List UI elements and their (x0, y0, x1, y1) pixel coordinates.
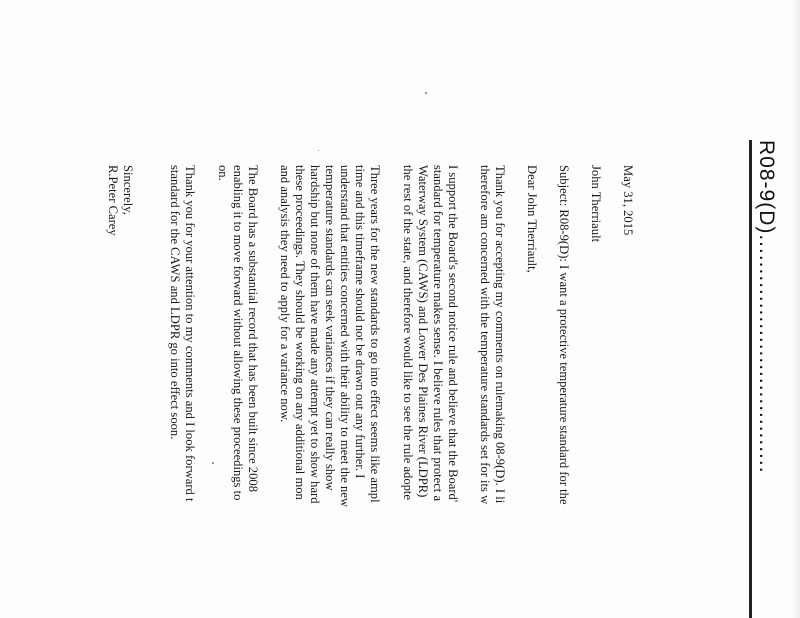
paragraph-1-line: therefore am concerned with the temperature standards set for its w (478, 165, 492, 505)
paragraph-2-line: I support the Board's second notice rule and believe that the Board' (446, 165, 460, 503)
salutation: Dear John Therriault, (525, 165, 539, 273)
scan-speck (212, 462, 214, 464)
paragraph-5-line: Thank you for your attention to my comments and I look forward t (183, 165, 197, 502)
paragraph-3-line: understand that entities concerned with their ability to meet the new (338, 165, 352, 508)
scan-speck (425, 92, 427, 94)
paragraph-5-line: standard for the CAWS and LDPR go into effect soon. (168, 165, 182, 440)
paragraph-4-line: The Board has a substantial record that has been built since 2008 (246, 165, 260, 492)
paragraph-3-line: time and this timeframe should not be drawn out any further. I (353, 165, 367, 479)
scan-edge-shadow (790, 0, 800, 618)
paragraph-4-line: enabling it to move forward without allowing these proceedings to (231, 165, 245, 501)
paragraph-1-line: Thank you for accepting my comments on rulemaking 08-9(D). I li (493, 165, 507, 504)
closing: Sincerely, (121, 165, 135, 215)
paragraph-2-line: standard for temperature makes sense. I believe rules that protect a (431, 165, 445, 502)
paragraph-3-line: and analysis they need to apply for a variance now. (278, 165, 292, 423)
header-rule (749, 140, 752, 618)
scan-speck (318, 150, 319, 151)
docket-header: R08-9(D)................................... (755, 140, 778, 474)
signature: R.Peter Carey (106, 165, 120, 236)
paragraph-3-line: temperature standards can seek variances if they can really show (323, 165, 337, 491)
recipient-name: John Therriault (589, 165, 603, 243)
paragraph-3-line: these proceedings. They should be working on any additional mon (293, 165, 307, 500)
paragraph-2-line: Waterway System (CAWS) and Lower Des Plaines River (LDPR) (416, 165, 430, 498)
paragraph-3-line: hardship but none of them have made any attempt yet to show hard (308, 165, 322, 504)
subject-line: Subject: R08-9(D): I want a protective temperature standard for the (557, 165, 571, 505)
letter-date: May 31, 2015 (621, 165, 635, 236)
paragraph-3-line: Three years for the new standards to go into effect seems like ampl (368, 165, 382, 503)
paragraph-2-line: the rest of the state, and therefore would like to see the rule adopte (401, 165, 415, 501)
paragraph-4-line: on. (216, 165, 230, 181)
